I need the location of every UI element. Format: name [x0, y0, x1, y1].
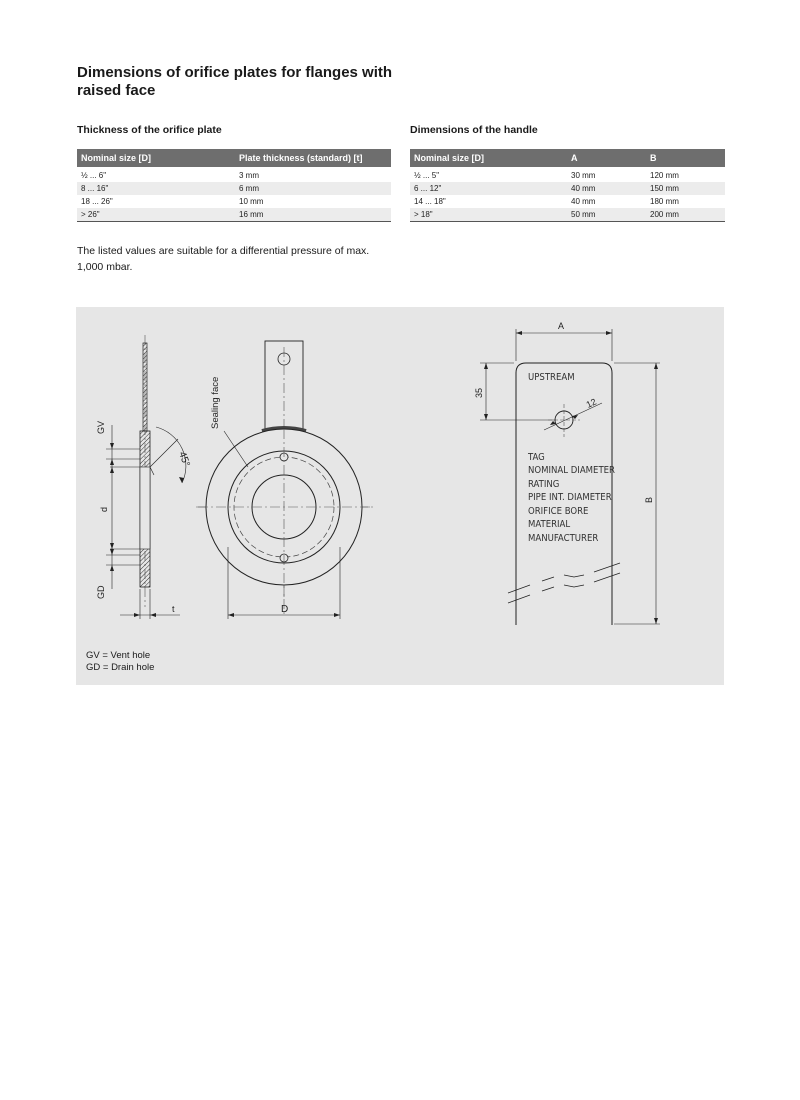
handle-engraving-line: PIPE INT. DIAMETER	[528, 492, 612, 503]
technical-drawing-panel	[76, 307, 724, 685]
table-cell: 200 mm	[646, 208, 725, 222]
handle-width-A-label: A	[558, 321, 565, 331]
column-header: Nominal size [D]	[77, 149, 235, 167]
outer-diameter-D-label: D	[281, 604, 289, 615]
legend	[86, 650, 154, 674]
thickness-table-title: Thickness of the orifice plate	[77, 124, 222, 136]
table-cell: 40 mm	[571, 196, 596, 206]
gd-label: GD	[96, 585, 106, 599]
gv-label: GV	[96, 420, 106, 434]
side-handle-section	[143, 343, 147, 431]
bore-d-label: d	[99, 506, 109, 512]
table-row	[77, 208, 391, 222]
thickness-t-label: t	[172, 604, 175, 614]
table-row	[77, 167, 391, 182]
handle-engraving-line: NOMINAL DIAMETER	[528, 465, 615, 476]
legend-vent-hole: GV = Vent hole	[86, 650, 151, 661]
handle-engraving-line: TAG	[528, 452, 545, 463]
table-row	[77, 182, 391, 195]
table-cell: 6 ... 12"	[410, 182, 567, 195]
page-title: Dimensions of orifice plates for flanges with raised face	[77, 64, 393, 99]
pressure-note: The listed values are suitable for a differential pressure of max. 1,000 mbar.	[77, 245, 370, 273]
column-header: B	[646, 149, 725, 167]
side-view	[96, 335, 192, 619]
thickness-table	[77, 149, 391, 222]
front-view	[196, 341, 374, 619]
table-cell: 6 mm	[235, 182, 391, 195]
table-cell: > 18"	[410, 208, 567, 222]
table-cell: 8 ... 16"	[77, 182, 235, 195]
table-cell: 40 mm	[567, 182, 646, 195]
angle-label: 45°	[176, 450, 192, 469]
table-row	[410, 167, 725, 182]
table-cell: 30 mm	[571, 170, 596, 180]
technical-drawing	[76, 307, 724, 685]
table-cell: > 26"	[77, 208, 235, 222]
table-row	[77, 195, 391, 208]
table-row	[410, 182, 725, 195]
handle-table-title: Dimensions of the handle	[410, 124, 538, 136]
table-cell: 150 mm	[646, 182, 725, 195]
table-cell: 10 mm	[239, 196, 264, 206]
table-cell: 18 ... 26"	[81, 196, 113, 206]
column-header: Plate thickness (standard) [t]	[235, 149, 391, 167]
table-cell: 120 mm	[650, 170, 679, 180]
table-cell: 3 mm	[239, 170, 259, 180]
table-row	[410, 208, 725, 222]
table-cell: 16 mm	[235, 208, 391, 222]
handle-engraving-line: MATERIAL	[528, 519, 571, 530]
handle-engraving-upstream: UPSTREAM	[528, 372, 575, 383]
table-cell: ½ ... 6"	[81, 170, 107, 180]
table-cell: 180 mm	[650, 196, 679, 206]
table-cell: 50 mm	[567, 208, 646, 222]
hole-diameter-12-label: 12	[584, 396, 598, 410]
handle-engraving-line: MANUFACTURER	[528, 533, 599, 544]
sealing-face-label: Sealing face	[210, 376, 221, 429]
hole-offset-35-label: 35	[474, 387, 484, 398]
column-header: Nominal size [D]	[410, 149, 567, 167]
table-cell: 14 ... 18"	[414, 196, 446, 206]
table-header-row	[410, 149, 725, 167]
handle-engraving-line: RATING	[528, 479, 560, 490]
handle-length-B-label: B	[644, 496, 654, 503]
column-header: A	[567, 149, 646, 167]
table-header-row	[77, 149, 391, 167]
handle-table	[410, 149, 725, 222]
handle-detail	[474, 321, 660, 625]
legend-drain-hole: GD = Drain hole	[86, 662, 155, 673]
handle-engraving-line: ORIFICE BORE	[528, 506, 589, 517]
table-row	[410, 195, 725, 208]
table-cell: ½ ... 5"	[414, 170, 440, 180]
